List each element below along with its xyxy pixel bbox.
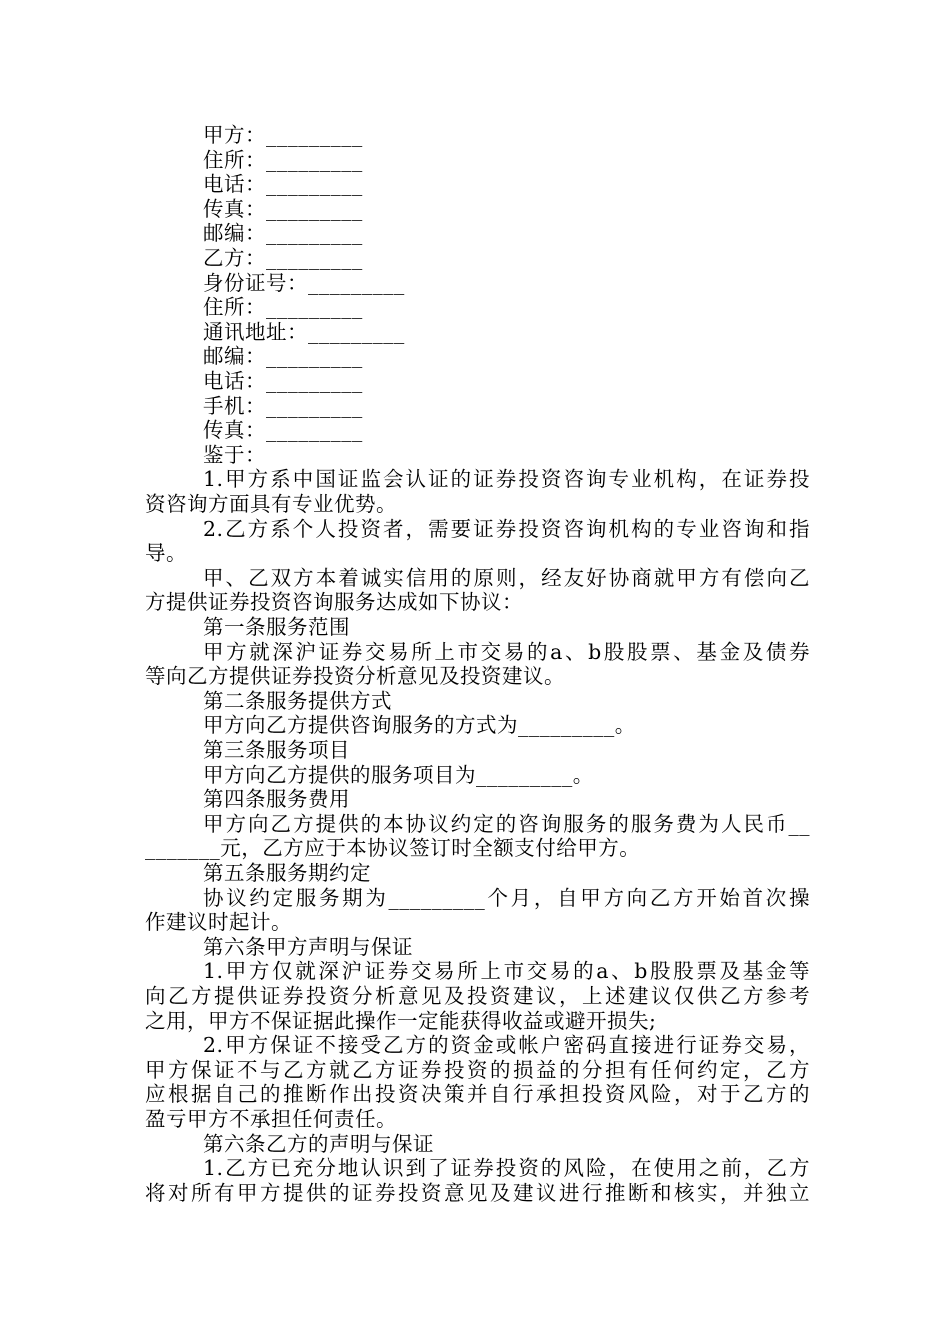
text-line: 甲方向乙方提供的本协议约定的咨询服务的服务费为人民币__ (203, 811, 810, 836)
text-line: 第五条服务期约定 (203, 861, 371, 885)
text-line: 住所：_________ (203, 295, 363, 320)
text-line: 第二条服务提供方式 (203, 688, 392, 713)
text-line: 导。 (145, 541, 187, 566)
text-line: 甲、乙双方本着诚实信用的原则，经友好协商就甲方有偿向乙 (203, 565, 810, 590)
text-line: 乙方：_________ (203, 246, 363, 270)
text-line: 第六条乙方的声明与保证 (203, 1131, 434, 1156)
text-line: 邮编：_________ (203, 221, 363, 246)
text-line: 第三条服务项目 (203, 738, 350, 762)
text-line: 1.甲方仅就深沪证券交易所上市交易的a、b股股票及基金等 (203, 959, 810, 984)
text-line: 传真：_________ (203, 196, 363, 221)
text-line: 电话：_________ (203, 172, 363, 197)
text-line: 1.乙方已充分地认识到了证券投资的风险，在使用之前，乙方 (203, 1156, 810, 1181)
text-line: 鉴于： (203, 442, 266, 467)
text-line: 向乙方提供证券投资分析意见及投资建议，上述建议仅供乙方参考 (145, 984, 810, 1008)
text-line: 应根据自己的推断作出投资决策并自行承担投资风险，对于乙方的 (145, 1082, 810, 1107)
text-line: 甲方向乙方提供的服务项目为_________。 (203, 762, 594, 787)
text-line: 2.甲方保证不接受乙方的资金或帐户密码直接进行证券交易， (203, 1033, 810, 1058)
text-line: 甲方保证不与乙方就乙方证券投资的损益的分担有任何约定，乙方 (145, 1057, 810, 1082)
text-line: 甲方：_________ (203, 123, 363, 147)
text-line: 第四条服务费用 (203, 787, 350, 812)
text-line: 2.乙方系个人投资者，需要证券投资咨询机构的专业咨询和指 (203, 516, 810, 541)
text-line: 将对所有甲方提供的证券投资意见及建议进行推断和核实，并独立 (145, 1180, 810, 1205)
text-line: 等向乙方提供证券投资分析意见及投资建议。 (145, 664, 565, 689)
text-line: 盈亏甲方不承担任何责任。 (145, 1107, 397, 1131)
text-line: 第六条甲方声明与保证 (203, 934, 413, 959)
text-line: 甲方就深沪证券交易所上市交易的a、b股股票、基金及债券 (203, 639, 810, 664)
text-line: 方提供证券投资咨询服务达成如下协议： (145, 590, 523, 615)
text-line: 住所：_________ (203, 147, 363, 172)
text-line: 作建议时起计。 (145, 910, 292, 935)
text-line: 手机：_________ (203, 393, 363, 418)
text-line: 第一条服务范围 (203, 615, 350, 639)
text-line: 传真：_________ (203, 418, 363, 443)
text-line: 通讯地址：_________ (203, 319, 405, 344)
text-line: 1.甲方系中国证监会认证的证券投资咨询专业机构，在证券投 (203, 467, 810, 492)
text-line: 之用，甲方不保证据此操作一定能获得收益或避开损失; (145, 1008, 657, 1033)
text-line: 协议约定服务期为_________个月，自甲方向乙方开始首次操 (203, 885, 810, 910)
text-line: 身份证号：_________ (203, 270, 405, 295)
text-line: 邮编：_________ (203, 344, 363, 369)
text-line: 资咨询方面具有专业优势。 (145, 492, 397, 516)
text-line: 电话：_________ (203, 369, 363, 393)
text-line: _______元，乙方应于本协议签订时全额支付给甲方。 (145, 836, 641, 861)
text-line: 甲方向乙方提供咨询服务的方式为_________。 (203, 713, 636, 738)
